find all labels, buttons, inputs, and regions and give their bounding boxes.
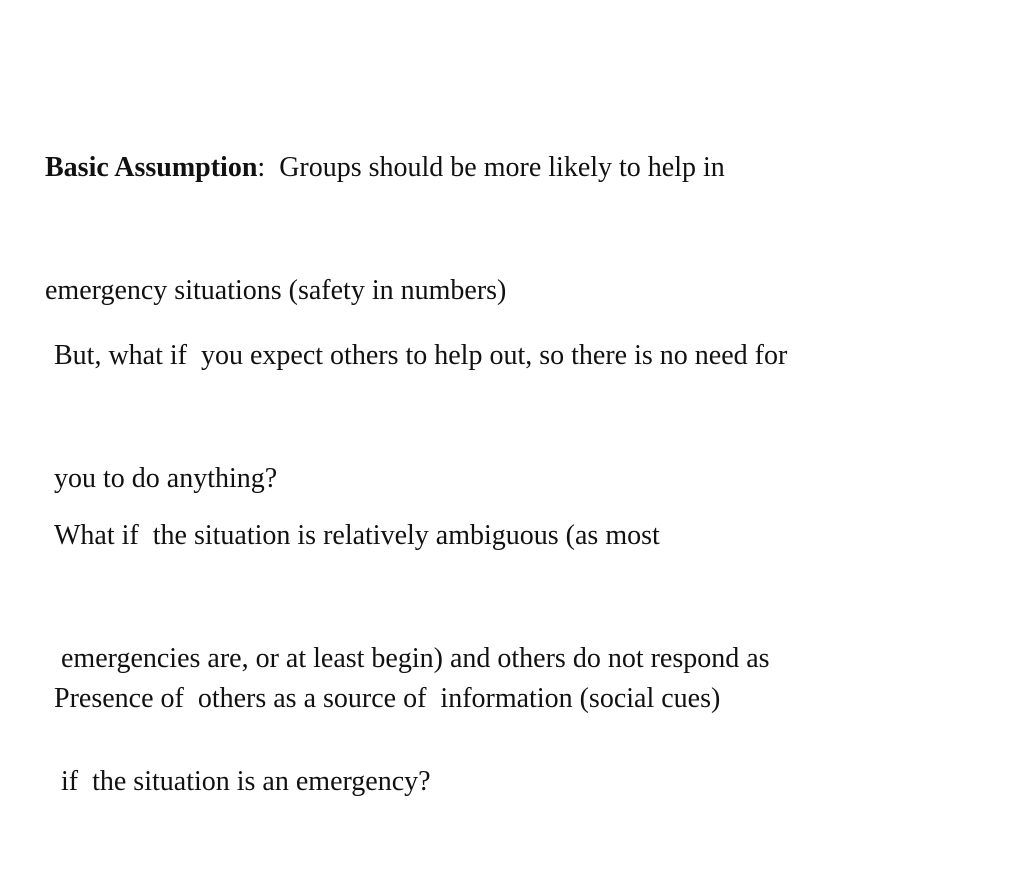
diffusion-question-line-2: you to do anything? [54, 463, 278, 494]
ambiguity-question-line-2: emergencies are, or at least begin) and others do not respond as [54, 643, 770, 674]
social-cues-line-1: Presence of others as a source of information (social cues) [54, 683, 721, 714]
basic-assumption-line-1 [45, 147, 725, 188]
social-cues-paragraph [54, 596, 720, 801]
basic-assumption-line-2: emergency situations (safety in numbers) [45, 275, 507, 306]
basic-assumption-label: Basic Assumption [45, 152, 258, 183]
diffusion-question-line-1: But, what if you expect others to help out, so there is no need for [54, 340, 788, 371]
ambiguity-question-line-3: if the situation is an emergency? [54, 766, 431, 797]
ambiguity-question-line-1: What if the situation is relatively ambiguous (as most [54, 520, 660, 551]
basic-assumption-text: Groups should be more likely to help in [265, 152, 725, 183]
basic-assumption-colon: : [257, 152, 266, 183]
